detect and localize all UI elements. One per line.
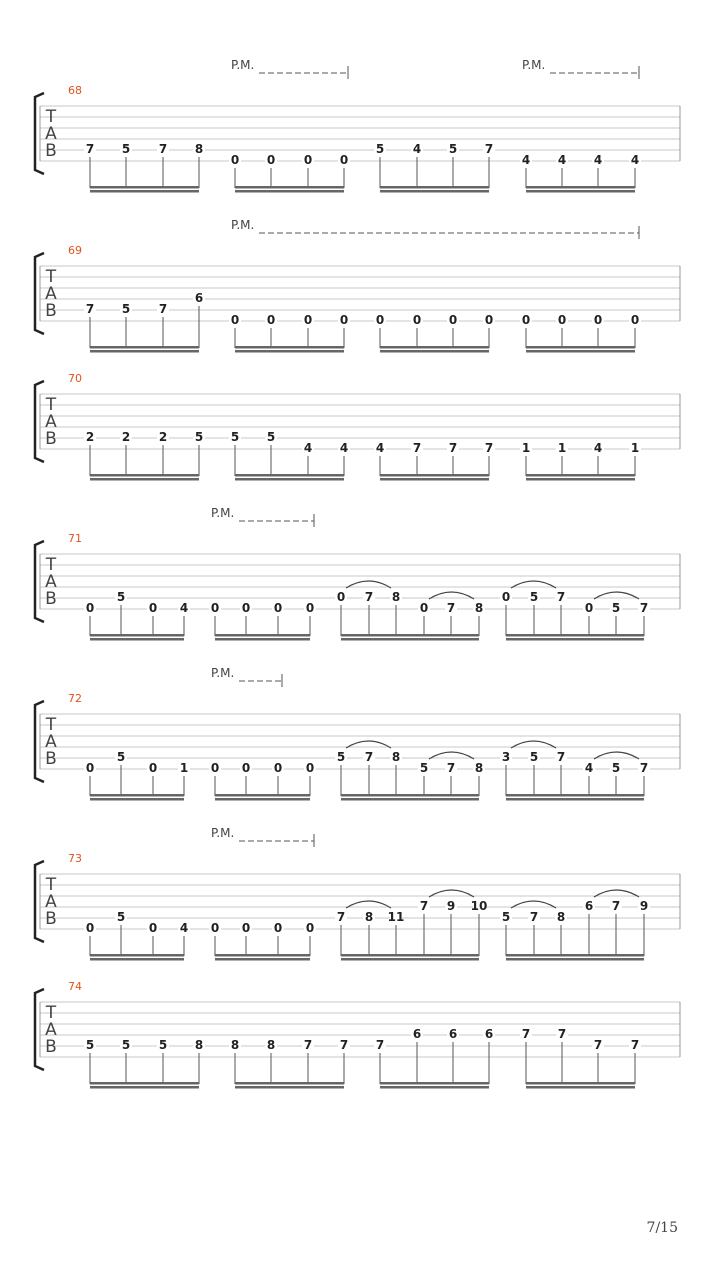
tab-note: 8 — [556, 910, 566, 924]
tab-note: 6 — [484, 1027, 494, 1041]
tab-note: 0 — [484, 313, 494, 327]
tab-clef-letter: T — [45, 875, 57, 895]
tab-note: 0 — [448, 313, 458, 327]
tab-clef-letter: A — [45, 124, 57, 144]
tab-note: 8 — [474, 601, 484, 615]
beam — [90, 350, 199, 353]
tab-note: 0 — [273, 601, 283, 615]
tab-clef-letter: T — [45, 107, 57, 127]
beam — [90, 346, 199, 349]
tab-note: 5 — [501, 910, 511, 924]
beam — [341, 958, 479, 961]
tab-note: 7 — [593, 1038, 603, 1052]
page-number: 7/15 — [646, 1220, 678, 1236]
tab-note: 4 — [584, 761, 594, 775]
tab-clef-letter: B — [45, 141, 57, 161]
beam — [506, 954, 644, 957]
tab-note: 0 — [85, 601, 95, 615]
beam — [526, 350, 635, 353]
tab-note: 1 — [557, 441, 567, 455]
tab-system-71 — [35, 506, 680, 641]
tab-note: 0 — [230, 153, 240, 167]
tab-note: 0 — [305, 761, 315, 775]
tab-note: 5 — [336, 750, 346, 764]
tab-note: 5 — [529, 750, 539, 764]
tab-clef-letter: A — [45, 412, 57, 432]
beam — [235, 1082, 344, 1085]
tab-note: 0 — [630, 313, 640, 327]
beam — [526, 478, 635, 481]
tab-note: 2 — [85, 430, 95, 444]
tab-note: 7 — [339, 1038, 349, 1052]
beam — [506, 958, 644, 961]
tab-note: 7 — [85, 302, 95, 316]
tab-note: 4 — [593, 153, 603, 167]
tab-note: 7 — [484, 142, 494, 156]
measure-number: 69 — [68, 244, 82, 257]
beam — [380, 1086, 489, 1089]
tab-note: 7 — [419, 899, 429, 913]
tab-clef-letter: B — [45, 589, 57, 609]
tab-system-72 — [35, 666, 680, 801]
tab-note: 4 — [630, 153, 640, 167]
tab-system-74 — [35, 980, 680, 1089]
beam — [215, 634, 310, 637]
beam — [235, 478, 344, 481]
tab-note: 4 — [557, 153, 567, 167]
beam — [506, 638, 644, 641]
tab-note: 5 — [419, 761, 429, 775]
tab-note: 7 — [158, 302, 168, 316]
beam — [90, 1082, 199, 1085]
tab-note: 7 — [556, 590, 566, 604]
tab-note: 0 — [210, 921, 220, 935]
tab-note: 6 — [584, 899, 594, 913]
palm-mute-label: P.M. — [211, 826, 235, 840]
measure-number: 73 — [68, 852, 82, 865]
tab-note: 4 — [412, 142, 422, 156]
tab-note: 8 — [194, 142, 204, 156]
tab-clef-letter: T — [45, 1003, 57, 1023]
palm-mute-label: P.M. — [231, 218, 255, 232]
tab-note: 7 — [412, 441, 422, 455]
tab-note: 0 — [584, 601, 594, 615]
tab-note: 5 — [375, 142, 385, 156]
beam — [90, 474, 199, 477]
tab-note: 0 — [375, 313, 385, 327]
tab-note: 8 — [266, 1038, 276, 1052]
tab-note: 8 — [474, 761, 484, 775]
tab-note: 4 — [179, 601, 189, 615]
tab-note: 5 — [194, 430, 204, 444]
beam — [380, 190, 489, 193]
beam — [526, 1082, 635, 1085]
tab-note: 7 — [556, 750, 566, 764]
tab-note: 0 — [210, 601, 220, 615]
tab-note: 7 — [446, 761, 456, 775]
tab-note: 7 — [639, 601, 649, 615]
tab-note: 0 — [273, 921, 283, 935]
beam — [341, 794, 479, 797]
tab-clef-letter: B — [45, 749, 57, 769]
tab-note: 5 — [158, 1038, 168, 1052]
tab-note: 2 — [121, 430, 131, 444]
tab-note: 7 — [611, 899, 621, 913]
tab-note: 5 — [529, 590, 539, 604]
tab-clef-letter: T — [45, 715, 57, 735]
tab-note: 4 — [339, 441, 349, 455]
tab-note: 6 — [194, 291, 204, 305]
tab-note: 5 — [611, 761, 621, 775]
tab-note: 5 — [266, 430, 276, 444]
measure-number: 71 — [68, 532, 82, 545]
tab-system-73 — [35, 826, 680, 961]
tab-note: 7 — [364, 590, 374, 604]
beam — [235, 186, 344, 189]
tab-note: 9 — [446, 899, 456, 913]
tab-note: 0 — [521, 313, 531, 327]
beam — [526, 186, 635, 189]
tab-note: 7 — [557, 1027, 567, 1041]
tab-note: 7 — [303, 1038, 313, 1052]
beam — [215, 638, 310, 641]
tab-note: 0 — [85, 761, 95, 775]
measure-number: 74 — [68, 980, 82, 993]
tab-clef-letter: B — [45, 301, 57, 321]
tab-system-68 — [35, 58, 680, 193]
tab-note: 2 — [158, 430, 168, 444]
tab-note: 1 — [630, 441, 640, 455]
tab-note: 7 — [630, 1038, 640, 1052]
tab-note: 4 — [521, 153, 531, 167]
tab-note: 9 — [639, 899, 649, 913]
tab-note: 4 — [179, 921, 189, 935]
tab-note: 7 — [448, 441, 458, 455]
tab-note: 7 — [158, 142, 168, 156]
tab-note: 0 — [241, 761, 251, 775]
beam — [90, 638, 184, 641]
measure-number: 68 — [68, 84, 82, 97]
beam — [215, 798, 310, 801]
tab-note: 0 — [230, 313, 240, 327]
tab-note: 5 — [116, 590, 126, 604]
tab-clef-letter: B — [45, 429, 57, 449]
beam — [215, 954, 310, 957]
tab-clef-letter: T — [45, 555, 57, 575]
tab-note: 1 — [521, 441, 531, 455]
tab-clef-letter: A — [45, 732, 57, 752]
tab-clef-letter: T — [45, 267, 57, 287]
beam — [526, 474, 635, 477]
beam — [506, 798, 644, 801]
tab-note: 4 — [593, 441, 603, 455]
tab-note: 0 — [148, 761, 158, 775]
tab-note: 0 — [419, 601, 429, 615]
palm-mute-label: P.M. — [211, 506, 235, 520]
tab-note: 0 — [266, 153, 276, 167]
tab-note: 7 — [364, 750, 374, 764]
beam — [215, 958, 310, 961]
tab-note: 3 — [501, 750, 511, 764]
tab-note: 0 — [412, 313, 422, 327]
tab-note: 8 — [391, 590, 401, 604]
tab-note: 0 — [241, 601, 251, 615]
beam — [90, 798, 184, 801]
beam — [341, 798, 479, 801]
tab-note: 5 — [116, 910, 126, 924]
tab-note: 7 — [336, 910, 346, 924]
tab-note: 4 — [375, 441, 385, 455]
tab-note: 0 — [148, 601, 158, 615]
tab-note: 0 — [273, 761, 283, 775]
palm-mute-label: P.M. — [211, 666, 235, 680]
beam — [380, 350, 489, 353]
beam — [90, 634, 184, 637]
beam — [526, 190, 635, 193]
tab-note: 0 — [85, 921, 95, 935]
beam — [90, 958, 184, 961]
beam — [235, 474, 344, 477]
beam — [90, 1086, 199, 1089]
tab-note: 0 — [303, 153, 313, 167]
tab-note: 5 — [230, 430, 240, 444]
tab-note: 7 — [529, 910, 539, 924]
beam — [90, 186, 199, 189]
measure-number: 70 — [68, 372, 82, 385]
tab-note: 7 — [639, 761, 649, 775]
tab-note: 10 — [470, 899, 488, 913]
tab-system-70 — [35, 372, 680, 481]
tab-note: 6 — [448, 1027, 458, 1041]
tab-note: 5 — [121, 302, 131, 316]
beam — [235, 190, 344, 193]
beam — [380, 1082, 489, 1085]
beam — [526, 1086, 635, 1089]
beam — [90, 478, 199, 481]
beam — [90, 954, 184, 957]
tab-clef-letter: A — [45, 284, 57, 304]
tab-note: 5 — [85, 1038, 95, 1052]
beam — [380, 474, 489, 477]
tab-note: 0 — [305, 921, 315, 935]
tab-note: 0 — [303, 313, 313, 327]
tab-clef-letter: T — [45, 395, 57, 415]
tab-note: 7 — [484, 441, 494, 455]
tab-note: 5 — [121, 142, 131, 156]
beam — [526, 346, 635, 349]
tab-note: 5 — [121, 1038, 131, 1052]
tab-note: 0 — [148, 921, 158, 935]
tab-note: 8 — [364, 910, 374, 924]
tab-note: 7 — [446, 601, 456, 615]
tab-system-69 — [35, 218, 680, 353]
tab-note: 0 — [593, 313, 603, 327]
tab-note: 4 — [303, 441, 313, 455]
tab-note: 0 — [305, 601, 315, 615]
tab-note: 5 — [611, 601, 621, 615]
tab-note: 0 — [241, 921, 251, 935]
tab-note: 5 — [448, 142, 458, 156]
beam — [341, 954, 479, 957]
beam — [235, 1086, 344, 1089]
beam — [341, 634, 479, 637]
beam — [215, 794, 310, 797]
beam — [235, 346, 344, 349]
palm-mute-label: P.M. — [231, 58, 255, 72]
beam — [341, 638, 479, 641]
tab-note: 0 — [501, 590, 511, 604]
tab-clef-letter: A — [45, 892, 57, 912]
beam — [380, 478, 489, 481]
tab-note: 8 — [391, 750, 401, 764]
tab-note: 0 — [266, 313, 276, 327]
tab-note: 8 — [194, 1038, 204, 1052]
tab-note: 7 — [375, 1038, 385, 1052]
palm-mute-label: P.M. — [522, 58, 546, 72]
beam — [235, 350, 344, 353]
tab-note: 0 — [210, 761, 220, 775]
tab-note: 6 — [412, 1027, 422, 1041]
tab-note: 1 — [179, 761, 189, 775]
beam — [90, 190, 199, 193]
tab-note: 7 — [521, 1027, 531, 1041]
tab-note: 0 — [339, 313, 349, 327]
beam — [506, 794, 644, 797]
tab-clef-letter: A — [45, 1020, 57, 1040]
beam — [380, 186, 489, 189]
beam — [506, 634, 644, 637]
tab-note: 7 — [85, 142, 95, 156]
tab-clef-letter: A — [45, 572, 57, 592]
tab-note: 5 — [116, 750, 126, 764]
tab-clef-letter: B — [45, 1037, 57, 1057]
tab-note: 0 — [557, 313, 567, 327]
tab-note: 11 — [387, 910, 405, 924]
tab-note: 0 — [336, 590, 346, 604]
tab-clef-letter: B — [45, 909, 57, 929]
tab-note: 0 — [339, 153, 349, 167]
tab-note: 8 — [230, 1038, 240, 1052]
measure-number: 72 — [68, 692, 82, 705]
beam — [90, 794, 184, 797]
beam — [380, 346, 489, 349]
